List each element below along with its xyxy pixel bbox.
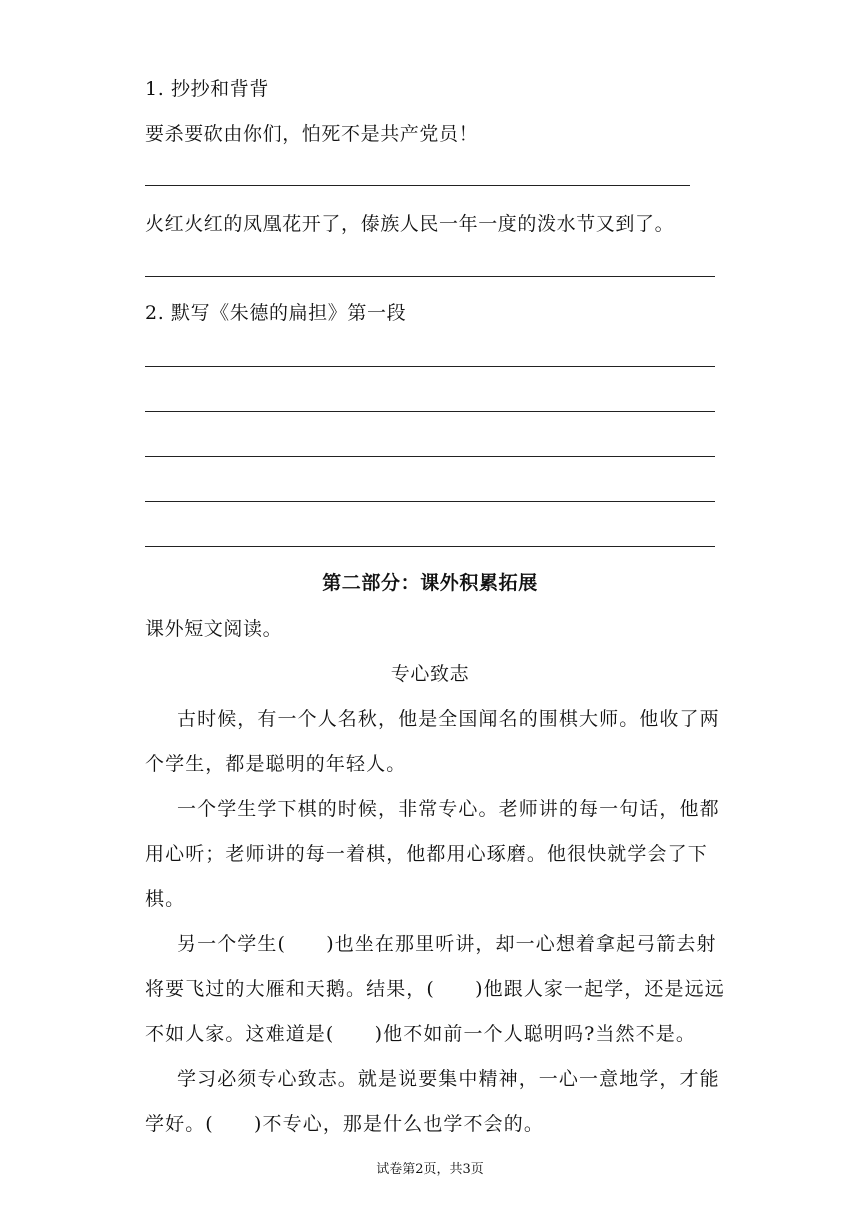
copy-sentence-2: 火红火红的凤凰花开了，傣族人民一年一度的泼水节又到了。 (145, 213, 675, 235)
answer-line-2[interactable] (145, 276, 715, 277)
passage-title: 专心致志 (390, 663, 470, 685)
reading-instruction: 课外短文阅读。 (145, 618, 283, 640)
question-1-heading: 1. 抄抄和背背 (145, 78, 269, 100)
passage-line: 棋。 (145, 888, 186, 910)
passage-line: 不如人家。这难道是( )他不如前一个人聪明吗?当然不是。 (145, 1023, 696, 1045)
copy-sentence-1: 要杀要砍由你们，怕死不是共产党员！ (145, 123, 479, 145)
dictation-line-3[interactable] (145, 456, 715, 457)
passage-line: 将要飞过的大雁和天鹅。结果，( )他跟人家一起学，还是远远 (145, 978, 725, 1000)
passage-line: 学习必须专心致志。就是说要集中精神，一心一意地学，才能 (177, 1068, 720, 1090)
dictation-line-4[interactable] (145, 501, 715, 502)
passage-line: 另一个学生( )也坐在那里听讲，却一心想着拿起弓箭去射 (177, 933, 717, 955)
passage-line: 用心听；老师讲的每一着棋，他都用心琢磨。他很快就学会了下 (145, 843, 708, 865)
passage-line: 个学生，都是聪明的年轻人。 (145, 753, 407, 775)
dictation-line-5[interactable] (145, 546, 715, 547)
answer-line-1[interactable] (145, 185, 690, 186)
dictation-line-1[interactable] (145, 366, 715, 367)
dictation-line-2[interactable] (145, 411, 715, 412)
section-title: 第二部分：课外积累拓展 (322, 572, 538, 594)
passage-line: 学好。( )不专心，那是什么也学不会的。 (145, 1113, 544, 1135)
passage-line: 古时候，有一个人名秋，他是全国闻名的围棋大师。他收了两 (177, 708, 720, 730)
passage-line: 一个学生学下棋的时候，非常专心。老师讲的每一句话，他都 (177, 798, 720, 820)
page-footer: 试卷第2页，共3页 (376, 1162, 484, 1177)
question-2-heading: 2. 默写《朱德的扁担》第一段 (145, 302, 407, 324)
